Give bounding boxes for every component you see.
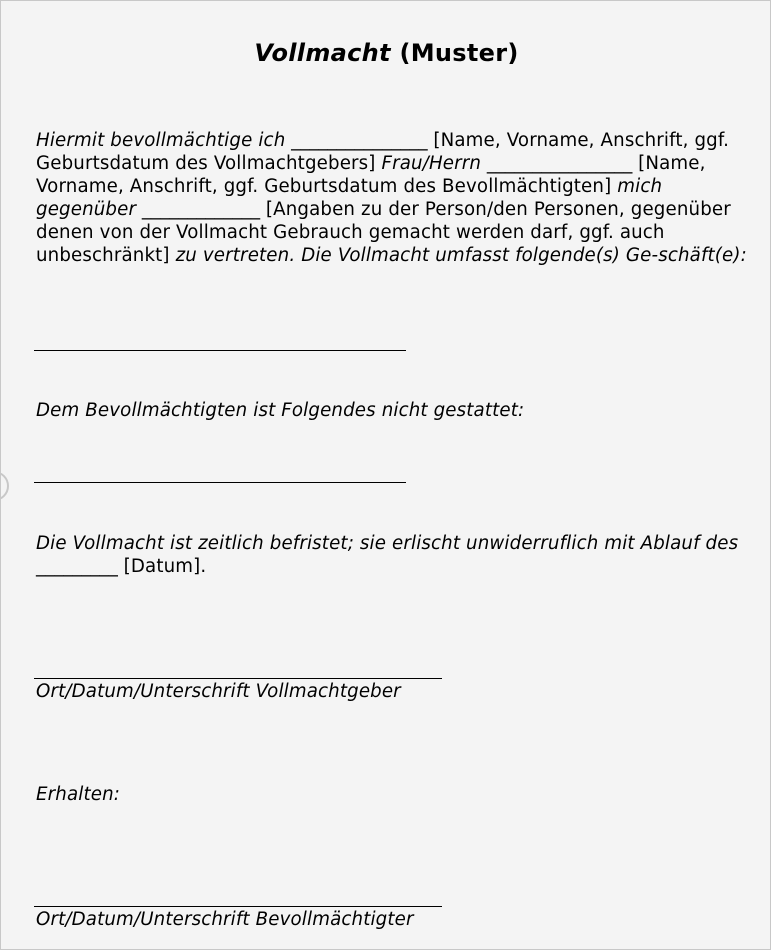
margin-circle-marker (0, 471, 9, 501)
restrictions-paragraph (36, 399, 748, 422)
text-attorney-hint: [Name, Vorname, Anschrift, ggf. Geburtsdatum des Bevollmächtigten] (36, 153, 706, 197)
blank-date: _________ (36, 556, 124, 577)
restrictions-blank-line (34, 482, 406, 483)
text-date-hint: [Datum]. (123, 556, 207, 577)
blank-attorney: ________________ (481, 153, 639, 174)
title-italic: Vollmacht (254, 39, 391, 67)
attorney-signature-caption: Ort/Datum/Unterschrift Bevollmächtigter (36, 909, 414, 930)
received-label: Erhalten: (36, 784, 121, 805)
text-grantor-hint: [Name, Vorname, Anschrift, ggf. Geburtsdatum des Vollmachtgebers] (36, 130, 730, 174)
grantor-signature-line (34, 678, 442, 679)
text-intro: Hiermit bevollmächtige ich (36, 130, 286, 151)
text-towards: mich gegenüber (36, 176, 663, 220)
scope-blank-line (34, 350, 406, 351)
expiry-paragraph (36, 532, 748, 578)
text-salutation: Frau/Herrn (381, 153, 482, 174)
text-expiry: Die Vollmacht ist zeitlich befristet; sie erlischt unwiderruflich mit Ablauf des (36, 533, 739, 554)
document-title (1, 39, 771, 67)
blank-grantor: _______________ (285, 130, 434, 151)
blank-parties: _____________ (136, 199, 266, 220)
authorization-paragraph (36, 129, 748, 267)
text-scope: zu vertreten. Die Vollmacht umfasst folgende(s) Ge-schäft(e): (175, 245, 747, 266)
attorney-signature-line (34, 906, 442, 907)
title-suffix: (Muster) (390, 39, 519, 67)
text-parties-hint: [Angaben zu der Person/den Personen, gegenüber denen von der Vollmacht Gebrauch gemacht werden darf, ggf. auch unbeschränkt] (36, 199, 731, 266)
text-restrictions: Dem Bevollmächtigten ist Folgendes nicht gestattet: (36, 400, 525, 421)
grantor-signature-caption: Ort/Datum/Unterschrift Vollmachtgeber (36, 681, 401, 702)
